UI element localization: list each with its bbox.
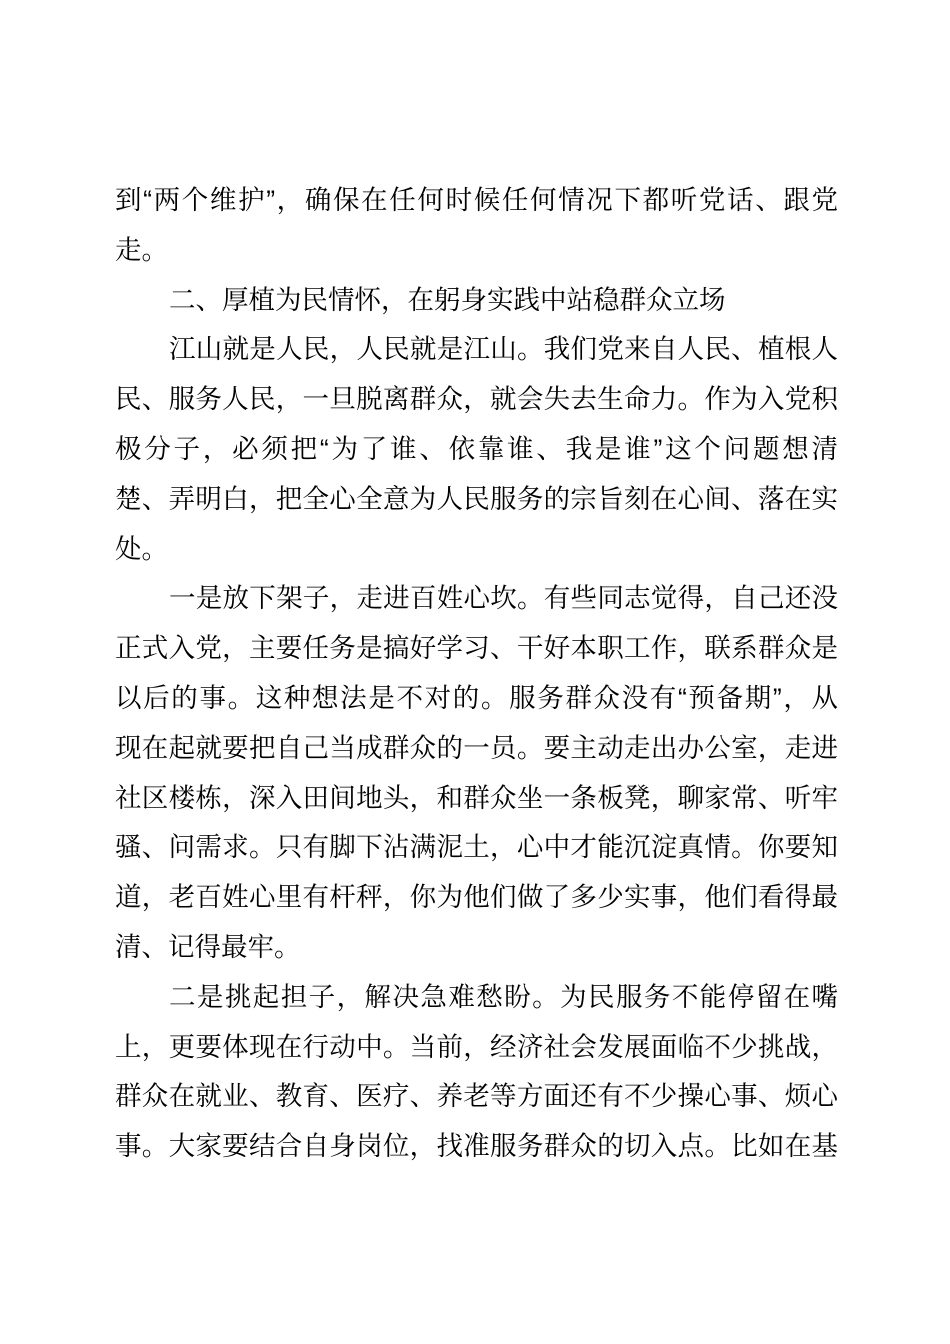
paragraph [115,973,838,1172]
text-line: 以后的事。这种想法是不对的。服务群众没有“预备期”，从 [115,682,838,713]
text-line: 一是放下架子，走进百姓心坎。有些同志觉得，自己还没 [169,583,838,614]
text-line: 社区楼栋，深入田间地头，和群众坐一条板凳，聊家常、听牢 [115,782,838,813]
text-line: 处。 [115,533,168,564]
paragraph [115,176,838,276]
text-line: 骚、问需求。只有脚下沾满泥土，心中才能沉淀真情。你要知 [115,832,838,863]
heading-line: 二、厚植为民情怀，在躬身实践中站稳群众立场 [169,284,726,315]
text-line: 事。大家要结合自身岗位，找准服务群众的切入点。比如在基 [115,1131,838,1162]
text-line: 极分子，必须把“为了谁、依靠谁、我是谁”这个问题想清 [115,433,838,464]
paragraph [115,325,838,574]
section-heading [115,276,838,326]
text-line: 走。 [115,234,168,265]
text-line: 正式入党，主要任务是搞好学习、干好本职工作，联系群众是 [115,633,838,664]
text-line: 二是挑起担子，解决急难愁盼。为民服务不能停留在嘴 [169,981,838,1012]
text-line: 现在起就要把自己当成群众的一员。要主动走出办公室，走进 [115,732,838,763]
text-line: 江山就是人民，人民就是江山。我们党来自人民、植根人 [169,334,838,365]
text-line: 民、服务人民，一旦脱离群众，就会失去生命力。作为入党积 [115,384,838,415]
text-line: 楚、弄明白，把全心全意为人民服务的宗旨刻在心间、落在实 [115,483,838,514]
text-line: 上，更要体现在行动中。当前，经济社会发展面临不少挑战， [115,1031,838,1062]
text-line: 群众在就业、教育、医疗、养老等方面还有不少操心事、烦心 [115,1081,838,1112]
text-line: 清、记得最牢。 [115,931,301,962]
text-line: 到“两个维护”，确保在任何时候任何情况下都听党话、跟党 [115,185,838,215]
paragraph [115,574,838,972]
text-line: 道，老百姓心里有杆秤，你为他们做了多少实事，他们看得最 [115,882,838,913]
document-body [115,176,838,1172]
